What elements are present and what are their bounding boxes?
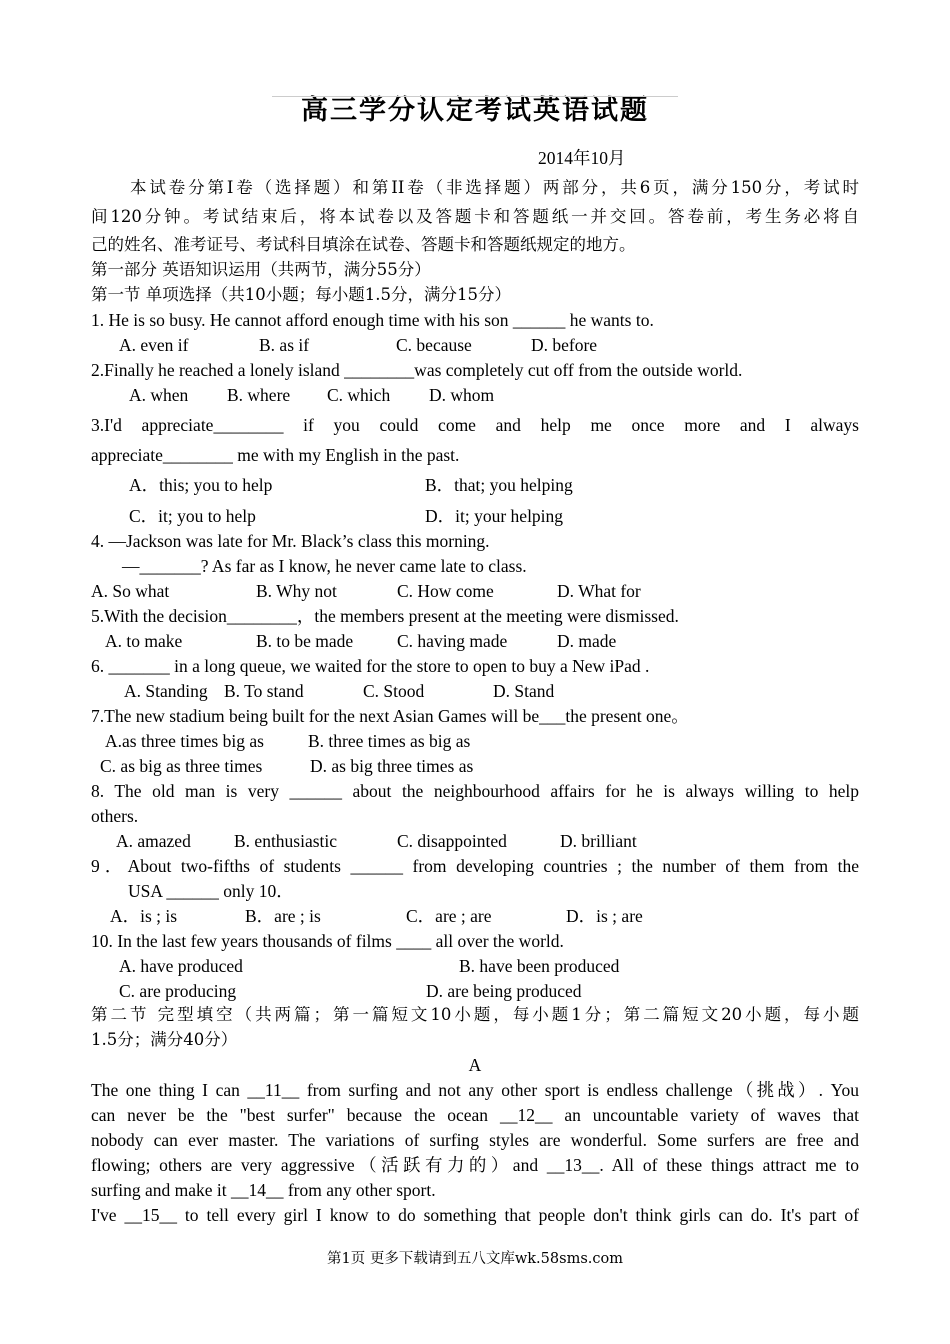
q5-option-a: A. to make: [105, 631, 183, 651]
q2-option-a: A. when: [129, 385, 189, 405]
question-10-stem: 10. In the last few years thousands of films ____ all over the world.: [91, 931, 564, 951]
q8-option-d: D. brilliant: [560, 831, 637, 851]
q2-option-b: B. where: [227, 385, 291, 405]
passage-line-2: can never be the "best surfer" because the ocean __12__ an uncountable variety of waves that: [91, 1105, 859, 1125]
q5-option-c: C. having made: [397, 631, 508, 651]
q5-option-d: D. made: [557, 631, 617, 651]
q3-option-d: D．it; your helping: [425, 506, 564, 526]
question-4-stem-1: 4. —Jackson was late for Mr. Black’s class this morning.: [91, 531, 490, 551]
q10-option-d: D. are being produced: [426, 981, 582, 1001]
question-4-stem-2: —_______? As far as I know, he never came late to class.: [122, 556, 527, 576]
q4-option-a: A. So what: [91, 581, 170, 601]
intro-line-2: 间120分钟。考试结束后，将本试卷以及答题卡和答题纸一并交回。答卷前，考生务必将自: [91, 207, 859, 226]
question-3-stem-2: appreciate________ me with my English in the past.: [91, 445, 460, 465]
q7-option-c: C. as big as three times: [100, 756, 263, 776]
q1-option-b: B. as if: [259, 335, 310, 355]
page-footer: 第1页 更多下载请到五八文库wk.58sms.com: [327, 1251, 623, 1267]
question-1-stem: 1. He is so busy. He cannot afford enough time with his son ______ he wants to.: [91, 310, 654, 330]
intro-line-3: 己的姓名、准考证号、考试科目填涂在试卷、答题卡和答题纸规定的地方。: [91, 235, 636, 254]
question-5-stem: 5.With the decision________，the members present at the meeting were dismissed.: [91, 606, 679, 626]
q7-option-a: A.as three times big as: [105, 731, 264, 751]
q3-option-a: A．this; you to help: [129, 475, 273, 495]
q2-option-d: D. whom: [429, 385, 495, 405]
q8-option-c: C. disappointed: [397, 831, 507, 851]
q6-option-a: A. Standing: [124, 681, 208, 701]
q4-option-d: D. What for: [557, 581, 641, 601]
q10-option-b: B. have been produced: [459, 956, 620, 976]
exam-title: 高三学分认定考试英语试题: [301, 95, 649, 126]
q9-option-c: C．are ; are: [406, 906, 492, 926]
section2-heading-1: 第二节 完型填空（共两篇；第一篇短文10小题，每小题1分；第二篇短文20小题，每小题: [91, 1005, 859, 1024]
question-2-stem: 2.Finally he reached a lonely island ________was completely cut off from the outside world.: [91, 360, 743, 380]
q9-option-d: D．is ; are: [566, 906, 643, 926]
passage-label: A: [468, 1055, 482, 1075]
part1-heading: 第一部分 英语知识运用（共两节，满分55分）: [91, 260, 431, 279]
q6-option-d: D. Stand: [493, 681, 555, 701]
q3-option-b: B．that; you helping: [425, 475, 573, 495]
q4-option-b: B. Why not: [256, 581, 337, 601]
q6-option-b: B. To stand: [224, 681, 304, 701]
q9-option-b: B．are ; is: [245, 906, 321, 926]
passage-line-5: surfing and make it __14__ from any other sport.: [91, 1180, 436, 1200]
q4-option-c: C. How come: [397, 581, 494, 601]
q1-option-d: D. before: [531, 335, 598, 355]
q8-option-b: B. enthusiastic: [234, 831, 338, 851]
section1-heading: 第一节 单项选择（共10小题；每小题1.5分，满分15分）: [91, 285, 511, 304]
q8-option-a: A. amazed: [116, 831, 191, 851]
passage-line-1: The one thing I can __11__ from surfing and not any other sport is endless challenge（挑战）. You: [91, 1080, 859, 1100]
q10-option-a: A. have produced: [119, 956, 243, 976]
q7-option-d: D. as big three times as: [310, 756, 474, 776]
passage-line-6: I've __15__ to tell every girl I know to do something that people don't think girls can do. It's part of: [91, 1205, 859, 1225]
question-7-stem: 7.The new stadium being built for the next Asian Games will be___the present one。: [91, 706, 689, 726]
q5-option-b: B. to be made: [256, 631, 354, 651]
question-9-stem-2: USA ______ only 10．: [128, 881, 294, 901]
q1-option-c: C. because: [396, 335, 472, 355]
question-8-stem-1: 8. The old man is very ______ about the neighbourhood affairs for he is always willing to help: [91, 781, 859, 801]
q7-option-b: B. three times as big as: [308, 731, 471, 751]
q2-option-c: C. which: [327, 385, 391, 405]
q10-option-c: C. are producing: [119, 981, 237, 1001]
q1-option-a: A. even if: [119, 335, 189, 355]
question-9-stem-1: 9．About two-fifths of students ______ from developing countries ; the number of them from the: [91, 856, 859, 876]
passage-line-3: nobody can ever master. The variations of surfing styles are wonderful. Some surfers are free and: [91, 1130, 859, 1150]
question-8-stem-2: others.: [91, 806, 139, 826]
passage-line-4: flowing; others are very aggressive（活跃有力的）and __13__. All of these things attract me to: [91, 1155, 859, 1175]
intro-line-1: 本试卷分第I卷（选择题）和第II卷（非选择题）两部分，共6页，满分150分，考试时: [130, 178, 859, 197]
q6-option-c: C. Stood: [363, 681, 425, 701]
question-6-stem: 6. _______ in a long queue, we waited for the store to open to buy a New iPad .: [91, 656, 650, 676]
section2-heading-2: 1.5分；满分40分）: [91, 1030, 238, 1049]
title-underline: [272, 96, 678, 97]
q3-option-c: C．it; you to help: [129, 506, 256, 526]
exam-date: 2014年10月: [538, 148, 626, 168]
question-3-stem-1: 3.I'd appreciate________ if you could come and help me once more and I always: [91, 415, 859, 435]
q9-option-a: A．is ; is: [110, 906, 178, 926]
